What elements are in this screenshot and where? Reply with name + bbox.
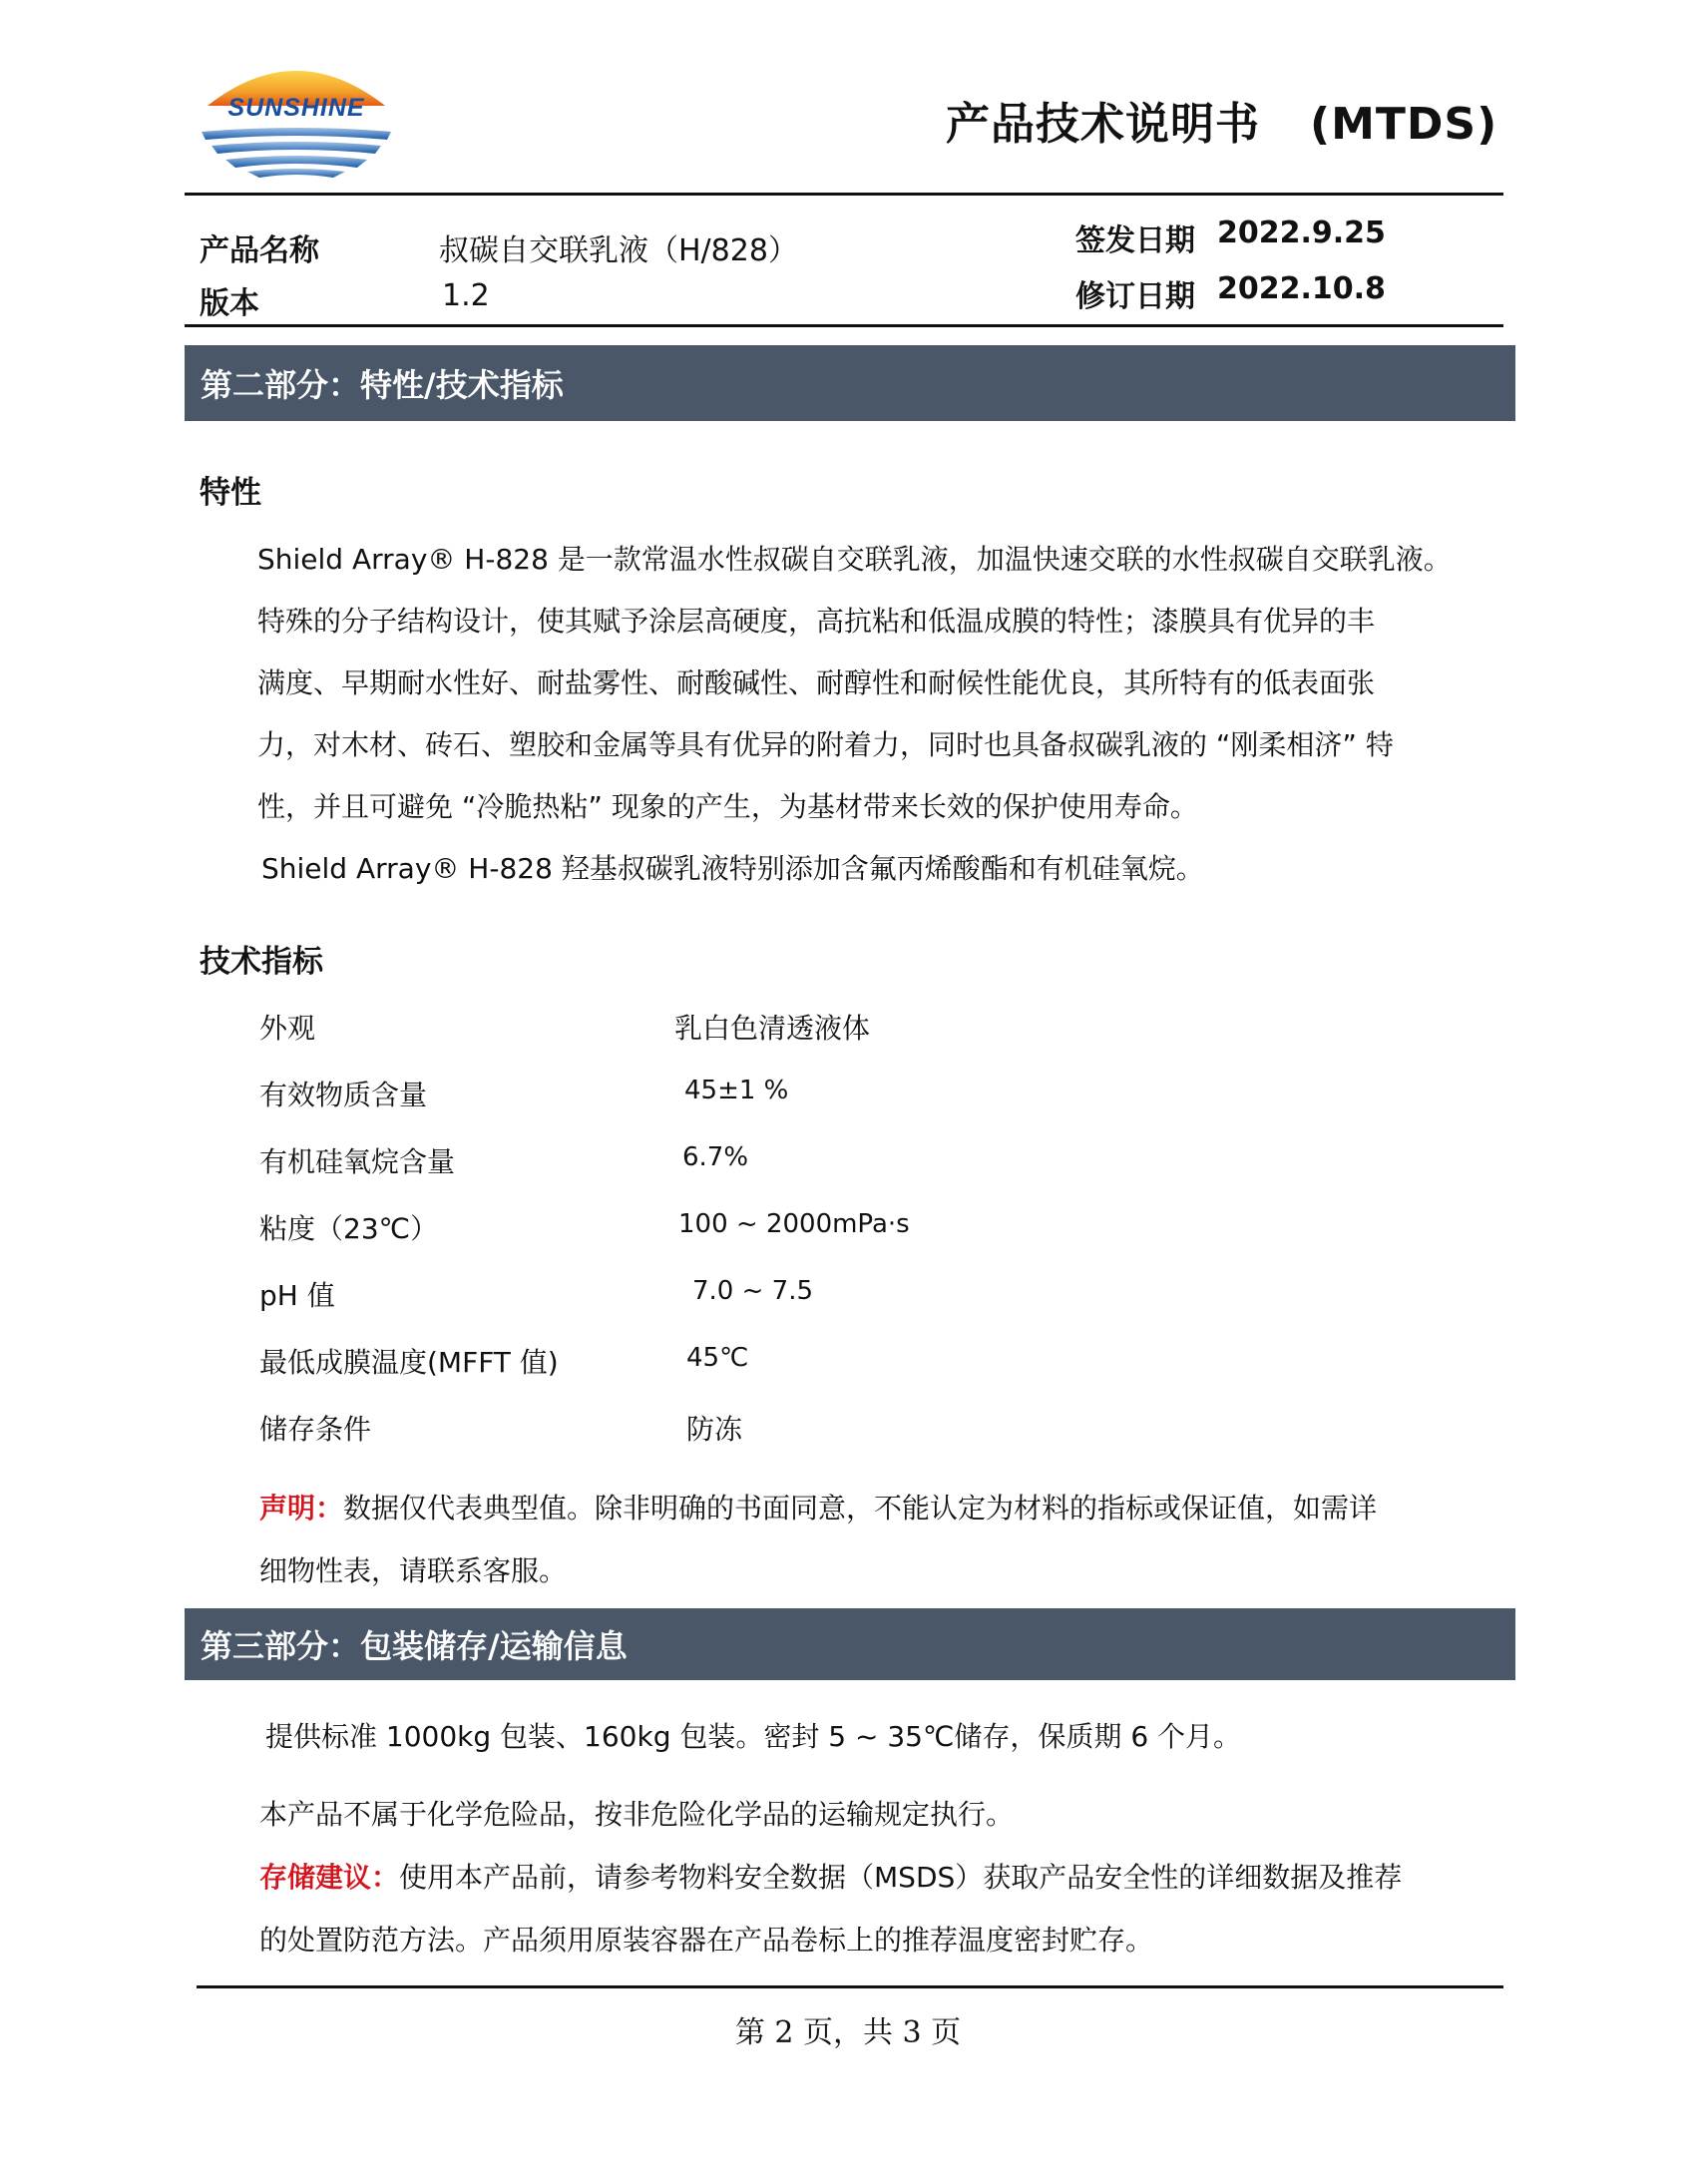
spec-label: 有效物质含量 bbox=[259, 1079, 428, 1111]
section-2-title: 第二部分：特性/技术指标 bbox=[201, 366, 564, 404]
section-2-header bbox=[185, 345, 1515, 421]
features-line: 特殊的分子结构设计，使其赋予涂层高硬度，高抗粘和低温成膜的特性；漆膜具有优异的丰 bbox=[257, 605, 1376, 638]
spec-value: 防冻 bbox=[686, 1413, 743, 1446]
issue-date-value: 2022.9.25 bbox=[1217, 216, 1386, 250]
spec-value: 乳白色清透液体 bbox=[674, 1012, 871, 1045]
document-code: (MTDS) bbox=[1310, 99, 1498, 150]
specs-heading: 技术指标 bbox=[200, 944, 323, 980]
product-name-label: 产品名称 bbox=[200, 233, 319, 268]
storage-advice-text: 使用本产品前，请参考物料安全数据（MSDS）获取产品安全性的详细数据及推荐 bbox=[399, 1861, 1403, 1894]
logo-wordmark: SUNSHINE bbox=[227, 94, 365, 122]
version-value: 1.2 bbox=[442, 278, 490, 313]
spec-value: 100 ~ 2000mPa·s bbox=[678, 1209, 910, 1239]
spec-value: 45℃ bbox=[686, 1343, 749, 1373]
footer-rule bbox=[197, 1985, 1503, 1988]
features-paragraph bbox=[257, 529, 1504, 900]
disclaimer-line-2: 细物性表，请联系客服。 bbox=[259, 1554, 568, 1587]
disclaimer-line-1 bbox=[259, 1487, 1377, 1527]
spec-label: 最低成膜温度(MFFT 值) bbox=[259, 1346, 559, 1379]
transport-line: 本产品不属于化学危险品，按非危险化学品的运输规定执行。 bbox=[259, 1798, 1015, 1831]
spec-label: 有机硅氧烷含量 bbox=[259, 1145, 456, 1178]
revision-date-label: 修订日期 bbox=[1075, 279, 1195, 314]
section-3-title: 第三部分：包装储存/运输信息 bbox=[201, 1627, 628, 1665]
spec-label: 粘度（23℃） bbox=[259, 1212, 439, 1245]
storage-advice-line-2: 的处置防范方法。产品须用原装容器在产品卷标上的推荐温度密封贮存。 bbox=[259, 1924, 1154, 1957]
spec-label: 储存条件 bbox=[259, 1413, 372, 1446]
features-line: 满度、早期耐水性好、耐盐雾性、耐酸碱性、耐醇性和耐候性能优良，其所特有的低表面张 bbox=[257, 666, 1376, 699]
product-name-value: 叔碳自交联乳液（H/828） bbox=[439, 233, 798, 268]
header-rule bbox=[185, 193, 1503, 196]
version-label: 版本 bbox=[200, 286, 259, 321]
spec-value: 6.7% bbox=[682, 1142, 749, 1172]
features-heading: 特性 bbox=[200, 475, 261, 511]
revision-date-value: 2022.10.8 bbox=[1217, 271, 1386, 306]
issue-date-label: 签发日期 bbox=[1075, 223, 1195, 258]
storage-advice-line-1 bbox=[259, 1856, 1402, 1896]
disclaimer-text: 数据仅代表典型值。除非明确的书面同意，不能认定为材料的指标或保证值，如需详 bbox=[343, 1492, 1378, 1525]
disclaimer-label: 声明： bbox=[259, 1492, 344, 1525]
packaging-line: 提供标准 1000kg 包装、160kg 包装。密封 5 ~ 35℃储存，保质期 6 个月。 bbox=[265, 1720, 1242, 1753]
spec-value: 45±1 % bbox=[684, 1076, 789, 1105]
features-line: Shield Array® H-828 羟基叔碳乳液特别添加含氟丙烯酸酯和有机硅氧烷。 bbox=[261, 852, 1204, 885]
spec-label: pH 值 bbox=[259, 1279, 335, 1312]
features-line: 力，对木材、砖石、塑胶和金属等具有优异的附着力，同时也具备叔碳乳液的 “刚柔相济” 特 bbox=[257, 728, 1394, 761]
page-number: 第 2 页，共 3 页 bbox=[734, 2015, 962, 2050]
spec-value: 7.0 ~ 7.5 bbox=[692, 1276, 814, 1306]
features-line: 性，并且可避免 “冷脆热粘” 现象的产生，为基材带来长效的保护使用寿命。 bbox=[257, 790, 1198, 823]
section-3-header bbox=[185, 1608, 1515, 1680]
features-line: Shield Array® H-828 是一款常温水性叔碳自交联乳液，加温快速交联的水性叔碳自交联乳液。 bbox=[257, 543, 1452, 576]
document-title-text: 产品技术说明书 bbox=[946, 99, 1260, 150]
document-title bbox=[946, 88, 1497, 152]
company-logo bbox=[188, 44, 405, 182]
spec-label: 外观 bbox=[259, 1012, 316, 1045]
storage-advice-label: 存储建议： bbox=[259, 1861, 400, 1894]
meta-rule bbox=[185, 324, 1503, 327]
